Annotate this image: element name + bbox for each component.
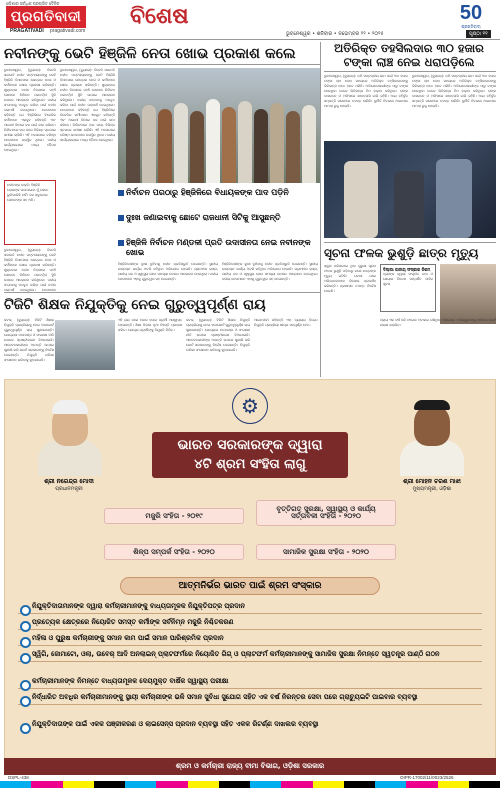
banner-line-1: ଭାରତ ସରକାରଙ୍କ ଦ୍ୱାରା <box>177 437 323 453</box>
mid-body-col4: ଆଇନଜୀବୀ କହିଛନ୍ତି ଏହା ନ୍ୟାୟର ବିଜୟ। ନିଯୁକ୍ତି ପ୍ରକ୍ରିୟା ଶୀଘ୍ର ସମ୍ପୂର୍ଣ୍ଣ ହେବ। <box>254 318 318 327</box>
lead-body-col1: ଭୁବନେଶ୍ୱର, (ବ୍ୟୁରୋ): ବିଜେଡି ସଭାପତି ନବୀନ ପଟ୍ଟନାୟକଙ୍କୁ ଭେଟି ହିଞ୍ଜିଳି ବିଧାନସଭା କ୍ଷେତ୍ରର ନେତା ଓ କର୍ମୀମାନେ ଖୋଭ ପ୍ରକାଶ କରିଛନ୍ତି। ଶୁକ୍ରବାର ନବୀନ ନିବାସରେ ପହଞ୍ଚି ସେମାନେ ନିର୍ବାଚନ ପରବର୍ତ୍ତୀ ସ୍ଥିତି ଉପରେ ଆଲୋଚନା କରିଥିଲେ। ଦଳୀୟ ସଂଗଠନକୁ ମଜବୁତ କରିବା ପାଇଁ ନବୀନ ପରାମର୍ଶ ଦେଇଥିଲେ। ନେତାମାନେ କହିଛନ୍ତି ଯେ ହିଞ୍ଜିଳିରେ ବିଜେଡିର କର୍ମୀମାନେ ଏକଜୁଟ ରହିଛନ୍ତି ଏବଂ ଆଗାମୀ ଦିନରେ ଦଳ ପାଇଁ କାମ କରିବେ। ନିର୍ବାଚନରେ ହାର ପରେ ବିଭିନ୍ନ ସ୍ତରରେ ସମୀକ୍ଷା ଚାଲିଛି। ଏହି ଅବସରରେ ବରିଷ୍ଠ ନେତାମାନେ ଉପସ୍ଥିତ ଥିଲେ। ଦଳୀୟ କାର୍ଯ୍ୟାଳୟରେ ମଧ୍ୟ ବୈଠକ ହୋଇଥିଲା। <box>4 68 56 152</box>
notice-title: ଦିଲ୍ଲୀ ଜାତୀୟ ସଂସ୍କାର ନିଗମ <box>383 267 431 272</box>
arrest-photo <box>324 141 496 238</box>
mid-body-col3: କଟକ, (ବ୍ୟୁରୋ): ଟିଜିଟି ଶିକ୍ଷକ ନିଯୁକ୍ତି ପ୍ରକ୍ରିୟାକୁ ନେଇ ହାଇକୋର୍ଟ ଗୁରୁତ୍ୱପୂର୍ଣ୍ଣ ରାୟ ଶୁଣାଇଛନ୍ତି। ଯୋଗ୍ୟତା ମାପଦଣ୍ଡ ଓ ସଂରକ୍ଷଣ ନୀତି ଉପରେ ସ୍ପଷ୍ଟୀକରଣ ଦିଆଯାଇଛି। ଆବେଦନକାରୀଙ୍କ ଆପତ୍ତି ଉପରେ ଶୁଣାଣି କରି କୋର୍ଟ ସରକାରଙ୍କୁ ନିର୍ଦ୍ଦେଶ ଦେଇଛନ୍ତି। ନିଯୁକ୍ତି ତାଲିକା ସଂଶୋଧନ କରିବାକୁ କୁହାଯାଇଛି। <box>186 318 250 352</box>
divider <box>324 71 496 72</box>
benefit-item: କର୍ମଚାରୀମାନଙ୍କ ନିମନ୍ତେ ବାଧ୍ୟତାମୂଳକ ଦେୟମୁକ୍ତ ବାର୍ଷିକ ସ୍ୱାସ୍ଥ୍ୟ ପରୀକ୍ଷା <box>18 675 482 689</box>
group-photo <box>118 68 320 183</box>
code-osh: ବୃତ୍ତିଗତ ସୁରକ୍ଷା, ସ୍ୱାସ୍ଥ୍ୟ ଓ କାର୍ଯ୍ୟ ସର୍ତ୍ତାବଳୀ ସଂହିତା - ୨୦୨୦ <box>256 500 396 526</box>
website-url[interactable]: pragativadi.com <box>50 28 86 34</box>
right-headline[interactable]: ଅତିରିକ୍ତ ତହସିଲଦାର ୩୦ ହଜାର ଟଙ୍କା ଲାଞ୍ଚ ନେଇ ଧରାପଡ଼ିଲେ <box>334 41 484 69</box>
divider <box>4 64 320 65</box>
right-headline-2[interactable]: ସୂଚନା ଫଳକ ଭୁଶୁଡ଼ି ଛାତ୍ର ମୃତ୍ୟୁ <box>324 246 479 260</box>
middle-col-text: ହିଞ୍ଜିଳିବାସୀଙ୍କ ଦୁଃଖ ବୁଝିବାକୁ ନବୀନ ପ୍ରତିଶ୍ରୁତି ଦେଇଛନ୍ତି। ସ୍ଥାନୀୟ ଉନ୍ନୟନ କାର୍ଯ୍ୟ ଅଟକି ରହିଥିବା ଅଭିଯୋଗ ହୋଇଛି। ଗ୍ରାମାଞ୍ଚଳ ରାସ୍ତା, ପାନୀୟ ଜଳ ଓ ସ୍ୱାସ୍ଥ୍ୟ ସେବା ସମସ୍ୟା ଉପରେ ଆଲୋଚନା ହୋଇଥିଲା। ଦଳୀୟ ନେତାମାନେ ଏହାକୁ ଗୁରୁତ୍ୱର ସହ ନେଇଛନ୍ତି। <box>118 262 218 281</box>
lead-body-col1b: ଭୁବନେଶ୍ୱର, (ବ୍ୟୁରୋ): ବିଜେଡି ସଭାପତି ନବୀନ ପଟ୍ଟନାୟକଙ୍କୁ ଭେଟି ହିଞ୍ଜିଳି ବିଧାନସଭା କ୍ଷେତ୍ରର ନେତା ଓ କର୍ମୀମାନେ ଖୋଭ ପ୍ରକାଶ କରିଛନ୍ତି। ଶୁକ୍ରବାର ନବୀନ ନିବାସରେ ପହଞ୍ଚି ସେମାନେ ନିର୍ବାଚନ ପରବର୍ତ୍ତୀ ସ୍ଥିତି ଉପରେ ଆଲୋଚନା କରିଥିଲେ। ଦଳୀୟ ସଂଗଠନକୁ ମଜବୁତ କରିବା ପାଇଁ ନବୀନ ପରାମର୍ଶ ଦେଇଥିଲେ। ନେତାମାନେ <box>4 248 56 292</box>
right-body3: ସ୍କୁଲ ପରିସରରେ ଥିବା ପୁରୁଣା ସୂଚନା ଫଳକ ଭୁଶୁଡ଼ି ପଡ଼ିବାରୁ ଜଣେ ଛାତ୍ରଙ୍କ ମୃତ୍ୟୁ ଘଟିଛି। ଘଟଣା ପରେ ଅଭିଭାବକମାନେ ବିକ୍ଷୋଭ ପ୍ରଦର୍ଶନ କରିଛନ୍ତି। ପ୍ରଶାସନ ତଦନ୍ତ ନିର୍ଦ୍ଦେଶ ଦେଇଛି। <box>324 264 376 293</box>
color-registration-strip <box>0 781 500 788</box>
divider <box>4 292 320 293</box>
code-wage: ମଜୁରି ସଂହିତା - ୨୦୧୯ <box>104 508 244 524</box>
pm-name: ଶ୍ରୀ ନରେନ୍ଦ୍ର ମୋଦୀ <box>44 478 94 485</box>
divider <box>324 242 496 243</box>
quote-box: ନବୀନଙ୍କ ଉକ୍ତି: ହିଞ୍ଜିଳି ଲୋକଙ୍କ ଭଲପାଇବା ମୁଁ କେବେ ଭୁଲିପାରିବି ନାହିଁ। ଦଳ ସବୁବେଳେ ସେମାନଙ୍କ ସହ ଅଛି। <box>4 180 56 245</box>
section-banner: ଆତ୍ମନିର୍ଭର ଭାରତ ପାଇଁ ଶ୍ରମ ସଂସ୍କାର <box>120 577 380 595</box>
banner-line-2: ୪ଟି ଶ୍ରମ ସଂହିତା ଲାଗୁ <box>194 457 306 472</box>
mid-headline[interactable]: ଟିଜିଟି ଶିକ୍ଷକ ନିଯୁକ୍ତିକୁ ନେଇ ଗୁରୁତ୍ୱପୂର୍ଣ୍ଣ ରାୟ <box>4 297 266 313</box>
cm-name: ଶ୍ରୀ ମୋହନ ଚରଣ ମାଝୀ <box>403 478 461 485</box>
cm-role: ମୁଖ୍ୟମନ୍ତ୍ରୀ, ଓଡ଼ିଶା <box>412 486 452 492</box>
tagline: ଓଡ଼ିଶାର ସର୍ବାଧିକ ପ୍ରଚାରିତ ଦୈନିକ <box>6 1 60 6</box>
lead-headline[interactable]: ନବୀନଙ୍କୁ ଭେଟି ହିଞ୍ଜିଳି ନେତା ଖୋଭ ପ୍ରକାଶ କଲେ <box>4 46 296 62</box>
mid-body-col1: କଟକ, (ବ୍ୟୁରୋ): ଟିଜିଟି ଶିକ୍ଷକ ନିଯୁକ୍ତି ପ୍ରକ୍ରିୟାକୁ ନେଇ ହାଇକୋର୍ଟ ଗୁରୁତ୍ୱପୂର୍ଣ୍ଣ ରାୟ ଶୁଣାଇଛନ୍ତି। ଯୋଗ୍ୟତା ମାପଦଣ୍ଡ ଓ ସଂରକ୍ଷଣ ନୀତି ଉପରେ ସ୍ପଷ୍ଟୀକରଣ ଦିଆଯାଇଛି। ଆବେଦନକାରୀଙ୍କ ଆପତ୍ତି ଉପରେ ଶୁଣାଣି କରି କୋର୍ଟ ସରକାରଙ୍କୁ ନିର୍ଦ୍ଦେଶ ଦେଇଛନ୍ତି। ନିଯୁକ୍ତି ତାଲିକା ସଂଶୋଧନ କରିବାକୁ କୁହାଯାଇଛି। <box>4 318 54 362</box>
pm-role: ପ୍ରଧାନମନ୍ତ୍ରୀ <box>55 486 83 492</box>
masthead <box>0 0 500 40</box>
newspaper-logo[interactable]: ପ୍ରଗତିବାଦୀ <box>6 6 86 28</box>
bullet-point: ଦୁଃଖ ଜଣାଇବାକୁ ଛୋଟେ ରାଜଧାନୀ ସିଟିକୁ ଆସୁଛନ୍ତି <box>126 213 318 223</box>
cm-portrait <box>396 398 468 476</box>
right-body-col2: ଭୁବନେଶ୍ୱର, (ବ୍ୟୁରୋ): ଜମି ସମ୍ବନ୍ଧୀୟ କାମ ପାଇଁ ୩୦ ହଜାର ଟଙ୍କା ଲାଞ୍ଚ ନେବା ସମୟରେ ଅତିରିକ୍ତ ତହସିଲଦାରଙ୍କୁ ଭିଜିଲାନ୍ସ ହାତେ ହାତେ ଧରିଛି। ଅଭିଯୋଗକାରୀଙ୍କ ଠାରୁ ଟଙ୍କା ନେଉଥିବା ବେଳେ ଭିଜିଲାନ୍ସ ଟିମ ଚଢ଼ାଉ କରିଥିଲା। ତାଙ୍କ ବାସଭବନ ଓ ଅଫିସରେ ଖାନତଲାସି ଜାରି ରହିଛି। ଆୟ ବହିର୍ଭୂତ ସମ୍ପତ୍ତି ସନ୍ଦେହରେ ତଦନ୍ତ ଚାଲିଛି। ଦୁର୍ନୀତି ନିବାରଣ ଆଇନରେ ମାମଲା ରୁଜୁ ହୋଇଛି। <box>412 74 496 108</box>
anniversary-logo <box>448 2 494 30</box>
code-industrial: ଶିଳ୍ପ ସମ୍ପର୍କ ସଂହିତା - ୨୦୨୦ <box>104 544 244 560</box>
mid-body-col2: ଏହି ରାୟ ପରେ ହଜାର ହଜାର ପ୍ରାର୍ଥୀ ଆଶ୍ୱସ୍ତ ହୋଇଛନ୍ତି। ଶିକ୍ଷା ବିଭାଗ ନୂଆ ବିଜ୍ଞପ୍ତି ପ୍ରକାଶ କରିବ। ଯୋଗ୍ୟ ପ୍ରାର୍ଥୀଙ୍କୁ ନିଯୁକ୍ତି ମିଳିବ। <box>118 318 182 332</box>
benefit-item: ସ୍ୱିଗି, ଜୋମାଟୋ, ଓଲା, ଉବେର୍ ଆଦି ଅନଲାଇନ୍ ପ୍ଲାଟଫର୍ମରେ ନିୟୋଜିତ ଗିଗ୍ ଓ ପ୍ଲାଟଫର୍ମ କର୍ମଚାରୀମାନଙ୍କୁ ସାମାଜିକ ସୁରକ୍ଷା ନିମନ୍ତେ ସ୍ୱତନ୍ତ୍ର ପାଣ୍ଠି ଗଠନ <box>18 648 482 662</box>
bullet-point: ହିଞ୍ଜିଳି ନିର୍ବାଚନ ମଣ୍ଡଳୀ ପ୍ରତି ଉଦାସୀନତା ନେଇ ନବୀନଙ୍କ ଖୋଭ <box>126 238 318 258</box>
student-photo <box>440 264 496 324</box>
ad-code-left: DSPL-438 <box>8 775 29 780</box>
odisha-emblem-icon: ⚙ <box>232 388 268 424</box>
benefit-item: ନିଯୁକ୍ତିଦାତାମାନଙ୍କ ଦ୍ୱାରା କର୍ମଚାରୀମାନଙ୍କୁ ବାଧ୍ୟତାମୂଳକ ନିଯୁକ୍ତିପତ୍ର ପ୍ରଦାନ <box>18 600 482 614</box>
benefit-item: ନିଯୁକ୍ତିଦାତାଙ୍କ ପାଇଁ ଏକକ ପଞ୍ଜୀକରଣ ଓ ଲାଇସେନ୍ସ ପ୍ରଦାନ ବ୍ୟବସ୍ଥା ସହିତ ଏକକ ରିଟର୍ଣ୍ଣ ଦାଖଲର ବ୍ୟବସ୍ଥା <box>18 718 482 731</box>
notice-box <box>380 264 436 312</box>
page-number: ପୃଷ୍ଠା ୧୧ <box>466 30 491 38</box>
department-footer: ଶ୍ରମ ଓ କର୍ମଚାରୀ ରାଜ୍ୟ ବୀମା ବିଭାଗ, ଓଡ଼ିଶା ସରକାର <box>4 758 496 775</box>
bullet-point: ନିର୍ବାଚନ ପରଠାରୁ ହିଞ୍ଜିଳିରେ ବିଧାୟକଙ୍କ ପାଦ ପଡ଼ିନି <box>126 188 318 198</box>
lead-body-col2: ଭୁବନେଶ୍ୱର, (ବ୍ୟୁରୋ): ବିଜେଡି ସଭାପତି ନବୀନ ପଟ୍ଟନାୟକଙ୍କୁ ଭେଟି ହିଞ୍ଜିଳି ବିଧାନସଭା କ୍ଷେତ୍ରର ନେତା ଓ କର୍ମୀମାନେ ଖୋଭ ପ୍ରକାଶ କରିଛନ୍ତି। ଶୁକ୍ରବାର ନବୀନ ନିବାସରେ ପହଞ୍ଚି ସେମାନେ ନିର୍ବାଚନ ପରବର୍ତ୍ତୀ ସ୍ଥିତି ଉପରେ ଆଲୋଚନା କରିଥିଲେ। ଦଳୀୟ ସଂଗଠନକୁ ମଜବୁତ କରିବା ପାଇଁ ନବୀନ ପରାମର୍ଶ ଦେଇଥିଲେ। ନେତାମାନେ କହିଛନ୍ତି ଯେ ହିଞ୍ଜିଳିରେ ବିଜେଡିର କର୍ମୀମାନେ ଏକଜୁଟ ରହିଛନ୍ତି ଏବଂ ଆଗାମୀ ଦିନରେ ଦଳ ପାଇଁ କାମ କରିବେ। ନିର୍ବାଚନରେ ହାର ପରେ ବିଭିନ୍ନ ସ୍ତରରେ ସମୀକ୍ଷା ଚାଲିଛି। ଏହି ଅବସରରେ ବରିଷ୍ଠ ନେତାମାନେ ଉପସ୍ଥିତ ଥିଲେ। ଦଳୀୟ କାର୍ଯ୍ୟାଳୟରେ ମଧ୍ୟ ବୈଠକ ହୋଇଥିଲା। <box>60 68 115 142</box>
anniversary-caption: ପ୍ରଗତିବାଦୀ <box>461 24 481 29</box>
dateline: ଭୁବନେଶ୍ୱର • ଶନିବାର • ନଭେମ୍ବର ୨୨ • ୨୦୨୫ <box>286 31 384 37</box>
right-body2: ପ୍ରାୟ ଏକ ବର୍ଷ ଧରି ଫାଇଲ ଅଟକାଇ ରଖିଥିବା ଅଭିଯୋଗ। ଅଭିଯୁକ୍ତଙ୍କୁ ଶନିବାର କୋର୍ଟ ଚାଲାଣ କରାଯିବ। <box>380 318 496 327</box>
benefit-item: ପ୍ରତ୍ୟେକ କ୍ଷେତ୍ରରେ ନିୟୋଜିତ ସମସ୍ତ କର୍ମୀଙ୍କ ସର୍ବନିମ୍ନ ମଜୁରି ନିଶ୍ଚିତକରଣ <box>18 616 482 630</box>
right-body-col1: ଭୁବନେଶ୍ୱର, (ବ୍ୟୁରୋ): ଜମି ସମ୍ବନ୍ଧୀୟ କାମ ପାଇଁ ୩୦ ହଜାର ଟଙ୍କା ଲାଞ୍ଚ ନେବା ସମୟରେ ଅତିରିକ୍ତ ତହସିଲଦାରଙ୍କୁ ଭିଜିଲାନ୍ସ ହାତେ ହାତେ ଧରିଛି। ଅଭିଯୋଗକାରୀଙ୍କ ଠାରୁ ଟଙ୍କା ନେଉଥିବା ବେଳେ ଭିଜିଲାନ୍ସ ଟିମ ଚଢ଼ାଉ କରିଥିଲା। ତାଙ୍କ ବାସଭବନ ଓ ଅଫିସରେ ଖାନତଲାସି ଜାରି ରହିଛି। ଆୟ ବହିର୍ଭୂତ ସମ୍ପତ୍ତି ସନ୍ଦେହରେ ତଦନ୍ତ ଚାଲିଛି। ଦୁର୍ନୀତି ନିବାରଣ ଆଇନରେ ମାମଲା ରୁଜୁ ହୋଇଛି। <box>324 74 408 108</box>
section-title: ବିଶେଷ <box>130 4 189 29</box>
anniversary-number: 50 <box>459 2 483 24</box>
headline-banner <box>152 432 348 478</box>
middle-col-text: ହିଞ୍ଜିଳିବାସୀଙ୍କ ଦୁଃଖ ବୁଝିବାକୁ ନବୀନ ପ୍ରତିଶ୍ରୁତି ଦେଇଛନ୍ତି। ସ୍ଥାନୀୟ ଉନ୍ନୟନ କାର୍ଯ୍ୟ ଅଟକି ରହିଥିବା ଅଭିଯୋଗ ହୋଇଛି। ଗ୍ରାମାଞ୍ଚଳ ରାସ୍ତା, ପାନୀୟ ଜଳ ଓ ସ୍ୱାସ୍ଥ୍ୟ ସେବା ସମସ୍ୟା ଉପରେ ଆଲୋଚନା ହୋଇଥିଲା। ଦଳୀୟ ନେତାମାନେ ଏହାକୁ ଗୁରୁତ୍ୱର ସହ ନେଇଛନ୍ତି। <box>222 262 318 281</box>
ad-code-right: OIPR-17002/11/0023/2526 <box>400 775 454 780</box>
court-photo <box>55 320 115 370</box>
notice-body: ବ୍ୟାଙ୍କ ଦ୍ୱାରା ସଂଗୃହୀତ ଜମା ଓ ଶେୟାର ନିବେଶ ସମ୍ପର୍କିତ ଜାହିର ସୂଚନା <box>383 272 433 286</box>
column-divider <box>320 42 321 377</box>
benefit-item: ମହିଳା ଓ ପୁରୁଷ କର୍ମଚାରୀଙ୍କୁ ସମାନ କାମ ପାଇଁ ସମାନ ପାରିଶ୍ରମିକ ପ୍ରଦାନ <box>18 632 482 646</box>
code-social-security: ସାମାଜିକ ସୁରକ୍ଷା ସଂହିତା - ୨୦୨୦ <box>256 544 396 560</box>
logo-english: PRAGATIVADI <box>10 28 44 34</box>
pm-portrait <box>34 398 106 476</box>
benefit-item: ନିର୍ଦ୍ଧାରିତ ଅବଧିର କର୍ମଚାରୀମାନଙ୍କୁ ସ୍ଥାୟୀ କର୍ମଚାରୀଙ୍କ ଭଳି ସମାନ ସୁବିଧା ସୁଯୋଗ ସହିତ ଏକ ବର୍ଷ ନିରନ୍ତର ସେବା ପରେ ଗ୍ରାଚ୍ୟୁଇଟି ପାଇବାର ବ୍ୟବସ୍ଥା <box>18 691 482 705</box>
